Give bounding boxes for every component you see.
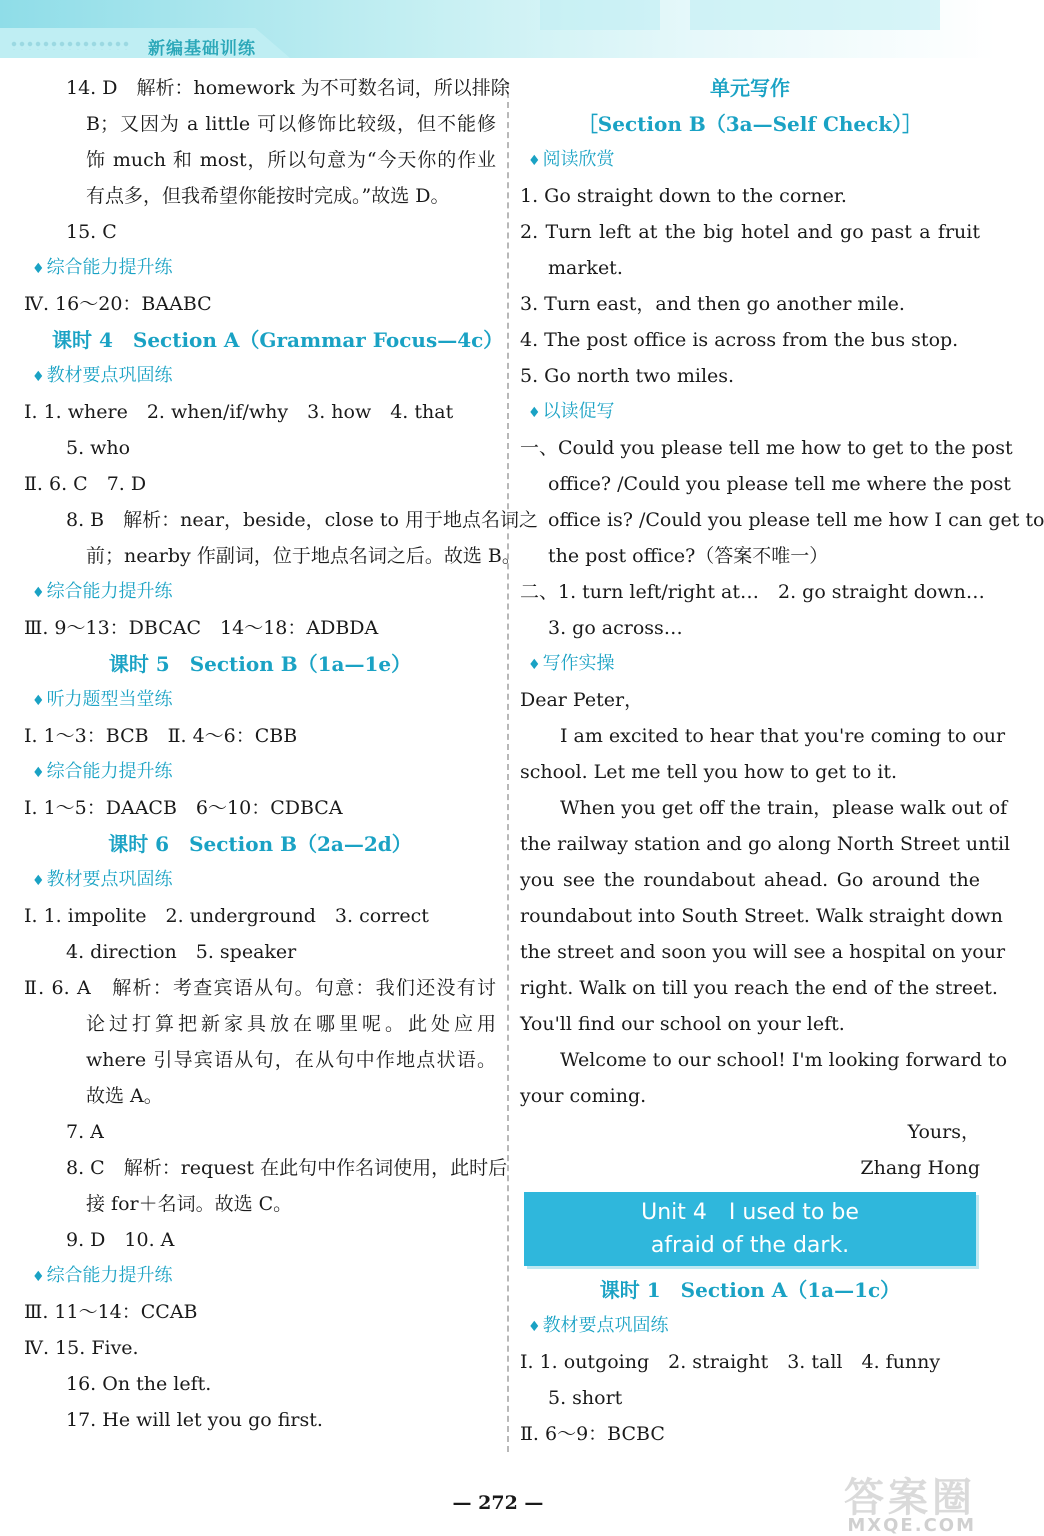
line-text: 综合能力提升练	[46, 257, 173, 278]
answer-line	[24, 1186, 496, 1222]
lesson-title	[24, 826, 496, 862]
line-text: Ⅰ. 1～5：DAACB 6～10：CDBCA	[24, 797, 343, 819]
left-column	[24, 70, 538, 1438]
answer-line	[24, 106, 496, 142]
line-text: Ⅰ. 1～3：BCB Ⅱ. 4～6：CBB	[24, 725, 298, 747]
diamond-icon: ♦	[528, 153, 541, 169]
answer-line	[24, 214, 496, 250]
line-text: 教材要点巩固练	[542, 1315, 669, 1336]
line-text: Zhang Hong	[860, 1157, 980, 1179]
header-decoration	[690, 0, 940, 30]
diamond-icon: ♦	[528, 657, 541, 673]
line-text: Ⅰ. 1. impolite 2. underground 3. correct	[24, 905, 429, 927]
unit-banner-line1: Unit 4 I used to be	[641, 1200, 859, 1225]
line-text: office is? /Could you please tell me how I can get to	[548, 509, 1044, 531]
answer-line	[24, 1078, 496, 1114]
line-text: your coming.	[520, 1085, 647, 1107]
answer-line	[24, 1294, 496, 1330]
answer-line	[24, 178, 496, 214]
unit4-section	[520, 1272, 980, 1452]
section-heading	[520, 1308, 980, 1344]
diamond-icon: ♦	[32, 873, 45, 889]
line-text: 5. Go north two miles.	[520, 365, 735, 387]
section-heading	[520, 142, 980, 178]
line-text: school. Let me tell you how to get to it.	[520, 761, 898, 783]
answer-line	[520, 322, 980, 358]
watermark-logo	[776, 1466, 976, 1536]
unit-banner-line2: afraid of the dark.	[650, 1233, 850, 1258]
line-text: 综合能力提升练	[46, 761, 173, 782]
line-text: Ⅱ. 6. C 7. D	[24, 473, 147, 495]
line-text: the street and soon you will see a hospital on your	[520, 941, 1006, 963]
answer-line	[520, 754, 980, 790]
answer-line	[24, 1114, 496, 1150]
answer-line	[24, 142, 496, 178]
line-text: Ⅲ. 11～14：CCAB	[24, 1301, 198, 1323]
answer-line	[24, 538, 521, 574]
line-text: 16. On the left.	[66, 1373, 212, 1395]
lesson-title	[520, 70, 980, 106]
section-heading	[24, 754, 496, 790]
answer-line	[520, 250, 980, 286]
lesson-title	[520, 1272, 980, 1308]
answer-line	[24, 70, 510, 106]
answer-line	[24, 1222, 496, 1258]
answer-line	[520, 286, 980, 322]
answer-line	[520, 1416, 980, 1452]
line-text: 9. D 10. A	[66, 1229, 175, 1251]
section-heading	[520, 646, 980, 682]
page-number: — 272 —	[452, 1492, 544, 1514]
line-text: 综合能力提升练	[46, 581, 173, 602]
diamond-icon: ♦	[32, 369, 45, 385]
line-text: 5. who	[66, 437, 131, 459]
answer-line	[520, 1114, 980, 1150]
line-text: 接 for＋名词。故选 C。	[86, 1193, 293, 1215]
line-text: You'll find our school on your left.	[520, 1013, 845, 1035]
line-text: 听力题型当堂练	[46, 689, 173, 710]
answer-line	[24, 1042, 496, 1078]
line-text: 课时 6 Section B（2a—2d）	[108, 832, 412, 856]
section-heading	[24, 574, 496, 610]
line-text: 4. direction 5. speaker	[66, 941, 297, 963]
line-text: 课时 1 Section A（1a—1c）	[599, 1278, 901, 1302]
answer-line	[24, 394, 496, 430]
section-heading	[24, 250, 496, 286]
line-text: Welcome to our school! I'm looking forward to	[560, 1049, 1008, 1071]
line-text: 教材要点巩固练	[46, 869, 173, 890]
line-text: 8. B 解析：near，beside，close to 用于地点名词之	[66, 509, 538, 531]
line-text: 课时 5 Section B（1a—1e）	[108, 652, 412, 676]
line-text: I am excited to hear that you're coming to our	[560, 725, 1006, 747]
answer-line	[520, 682, 980, 718]
answer-line	[520, 1042, 1008, 1078]
answer-line	[24, 1150, 508, 1186]
answer-line	[24, 1366, 496, 1402]
watermark-bottom: MXQE.COM	[847, 1515, 976, 1536]
line-text: 论过打算把新家具放在哪里呢。此处应用	[86, 1013, 496, 1035]
answer-line	[24, 430, 496, 466]
line-text: 课时 4 Section A（Grammar Focus—4c）	[52, 328, 504, 352]
line-text: right. Walk on till you reach the end of the street.	[520, 977, 998, 999]
diamond-icon: ♦	[32, 261, 45, 277]
answer-line	[520, 1380, 980, 1416]
answer-line	[24, 718, 496, 754]
line-text: 写作实操	[542, 653, 615, 674]
unit-banner	[524, 1192, 976, 1266]
line-text: 故选 A。	[86, 1085, 163, 1107]
line-text: market.	[548, 257, 623, 279]
line-text: 教材要点巩固练	[46, 365, 173, 386]
section-heading	[24, 1258, 496, 1294]
section-heading	[24, 358, 496, 394]
line-text: 单元写作	[710, 76, 790, 100]
answer-line	[520, 538, 980, 574]
diamond-icon: ♦	[32, 765, 45, 781]
line-text: ［Section B（3a—Self Check）］	[577, 112, 923, 136]
answer-line	[520, 1078, 980, 1114]
line-text: office? /Could you please tell me where the post	[548, 473, 1011, 495]
line-text: where 引导宾语从句，在从句中作地点状语。	[86, 1049, 496, 1071]
diamond-icon: ♦	[528, 405, 541, 421]
writing-section	[520, 70, 1044, 1186]
line-text: Yours，	[907, 1121, 980, 1143]
section-heading	[24, 682, 496, 718]
header-title: 新编基础训练	[148, 39, 256, 59]
answer-line	[520, 970, 998, 1006]
answer-line	[24, 898, 496, 934]
line-text: B；又因为 a little 可以修饰比较级，但不能修	[86, 113, 496, 135]
section-heading	[520, 394, 980, 430]
answer-line	[520, 862, 980, 898]
line-text: 15. C	[66, 221, 117, 243]
line-text: 14. D 解析：homework 为不可数名词，所以排除	[66, 77, 510, 99]
lesson-title	[24, 322, 504, 358]
answer-line	[24, 1006, 496, 1042]
line-text: the railway station and go along North Street until	[520, 833, 1011, 855]
watermark-top: 答案圈	[844, 1475, 976, 1521]
line-text: Ⅱ. 6. A 解析：考查宾语从句。句意：我们还没有讨	[24, 977, 496, 999]
line-text: 7. A	[66, 1121, 104, 1143]
line-text: 1. Go straight down to the corner.	[520, 185, 847, 207]
answer-line	[520, 898, 1003, 934]
column-divider	[507, 82, 509, 1452]
line-text: Ⅳ. 16～20：BAABC	[24, 293, 212, 315]
answer-line	[520, 826, 1011, 862]
answer-line	[520, 574, 985, 610]
line-text: Ⅲ. 9～13：DBCAC 14～18：ADBDA	[24, 617, 379, 639]
answer-line	[24, 466, 496, 502]
lesson-title	[24, 646, 496, 682]
line-text: 17. He will let you go first.	[66, 1409, 323, 1431]
answer-line	[520, 214, 980, 250]
line-text: Dear Peter，	[520, 689, 644, 711]
line-text: 有点多，但我希望你能按时完成。”故选 D。	[86, 185, 450, 207]
line-text: Ⅰ. 1. where 2. when/if/why 3. how 4. that	[24, 401, 454, 423]
line-text: 前；nearby 作副词，位于地点名词之后。故选 B。	[86, 545, 521, 567]
line-text: 阅读欣赏	[542, 149, 615, 170]
answer-line	[24, 790, 496, 826]
diamond-icon: ♦	[528, 1319, 541, 1335]
line-text: roundabout into South Street. Walk straight down	[520, 905, 1003, 927]
answer-line	[520, 1006, 980, 1042]
answer-line	[520, 502, 1044, 538]
line-text: 综合能力提升练	[46, 1265, 173, 1286]
lesson-title	[520, 106, 980, 142]
answer-line	[520, 790, 1008, 826]
answer-line	[24, 610, 496, 646]
diamond-icon: ♦	[32, 585, 45, 601]
answer-line	[520, 430, 1013, 466]
diamond-icon: ♦	[32, 1269, 45, 1285]
line-text: 饰 much 和 most，所以句意为“今天你的作业	[86, 149, 496, 171]
header-dots	[10, 40, 130, 50]
line-text: Ⅱ. 6～9：BCBC	[520, 1423, 665, 1445]
answer-line	[520, 178, 980, 214]
answer-line	[520, 610, 980, 646]
line-text: Ⅳ. 15. Five.	[24, 1337, 139, 1359]
answer-line	[24, 970, 496, 1006]
diamond-icon: ♦	[32, 693, 45, 709]
answer-line	[520, 1150, 980, 1186]
answer-line	[520, 358, 980, 394]
header-decoration	[540, 0, 660, 30]
right-column	[520, 70, 1044, 1452]
answer-line	[24, 1402, 496, 1438]
line-text: 2. Turn left at the big hotel and go past a fruit	[520, 221, 980, 243]
line-text: 5. short	[548, 1387, 623, 1409]
line-text: 3. go across…	[548, 617, 683, 639]
line-text: 一、Could you please tell me how to get to the post	[520, 437, 1013, 459]
line-text: When you get off the train，please walk out of	[560, 797, 1008, 819]
line-text: Ⅰ. 1. outgoing 2. straight 3. tall 4. funny	[520, 1351, 941, 1373]
line-text: 4. The post office is across from the bus stop.	[520, 329, 959, 351]
answer-line	[520, 718, 1006, 754]
answer-line	[520, 1344, 980, 1380]
answer-line	[24, 1330, 496, 1366]
line-text: you see the roundabout ahead. Go around the	[520, 869, 980, 891]
line-text: the post office?（答案不唯一）	[548, 545, 829, 567]
line-text: 8. C 解析：request 在此句中作名词使用，此时后	[66, 1157, 508, 1179]
line-text: 二、1. turn left/right at… 2. go straight down…	[520, 581, 985, 603]
line-text: 以读促写	[542, 401, 615, 422]
answer-line	[520, 934, 1006, 970]
answer-line	[24, 286, 496, 322]
section-heading	[24, 862, 496, 898]
line-text: 3. Turn east，and then go another mile.	[520, 293, 905, 315]
answer-line	[24, 934, 496, 970]
answer-line	[520, 466, 1011, 502]
answer-line	[24, 502, 538, 538]
